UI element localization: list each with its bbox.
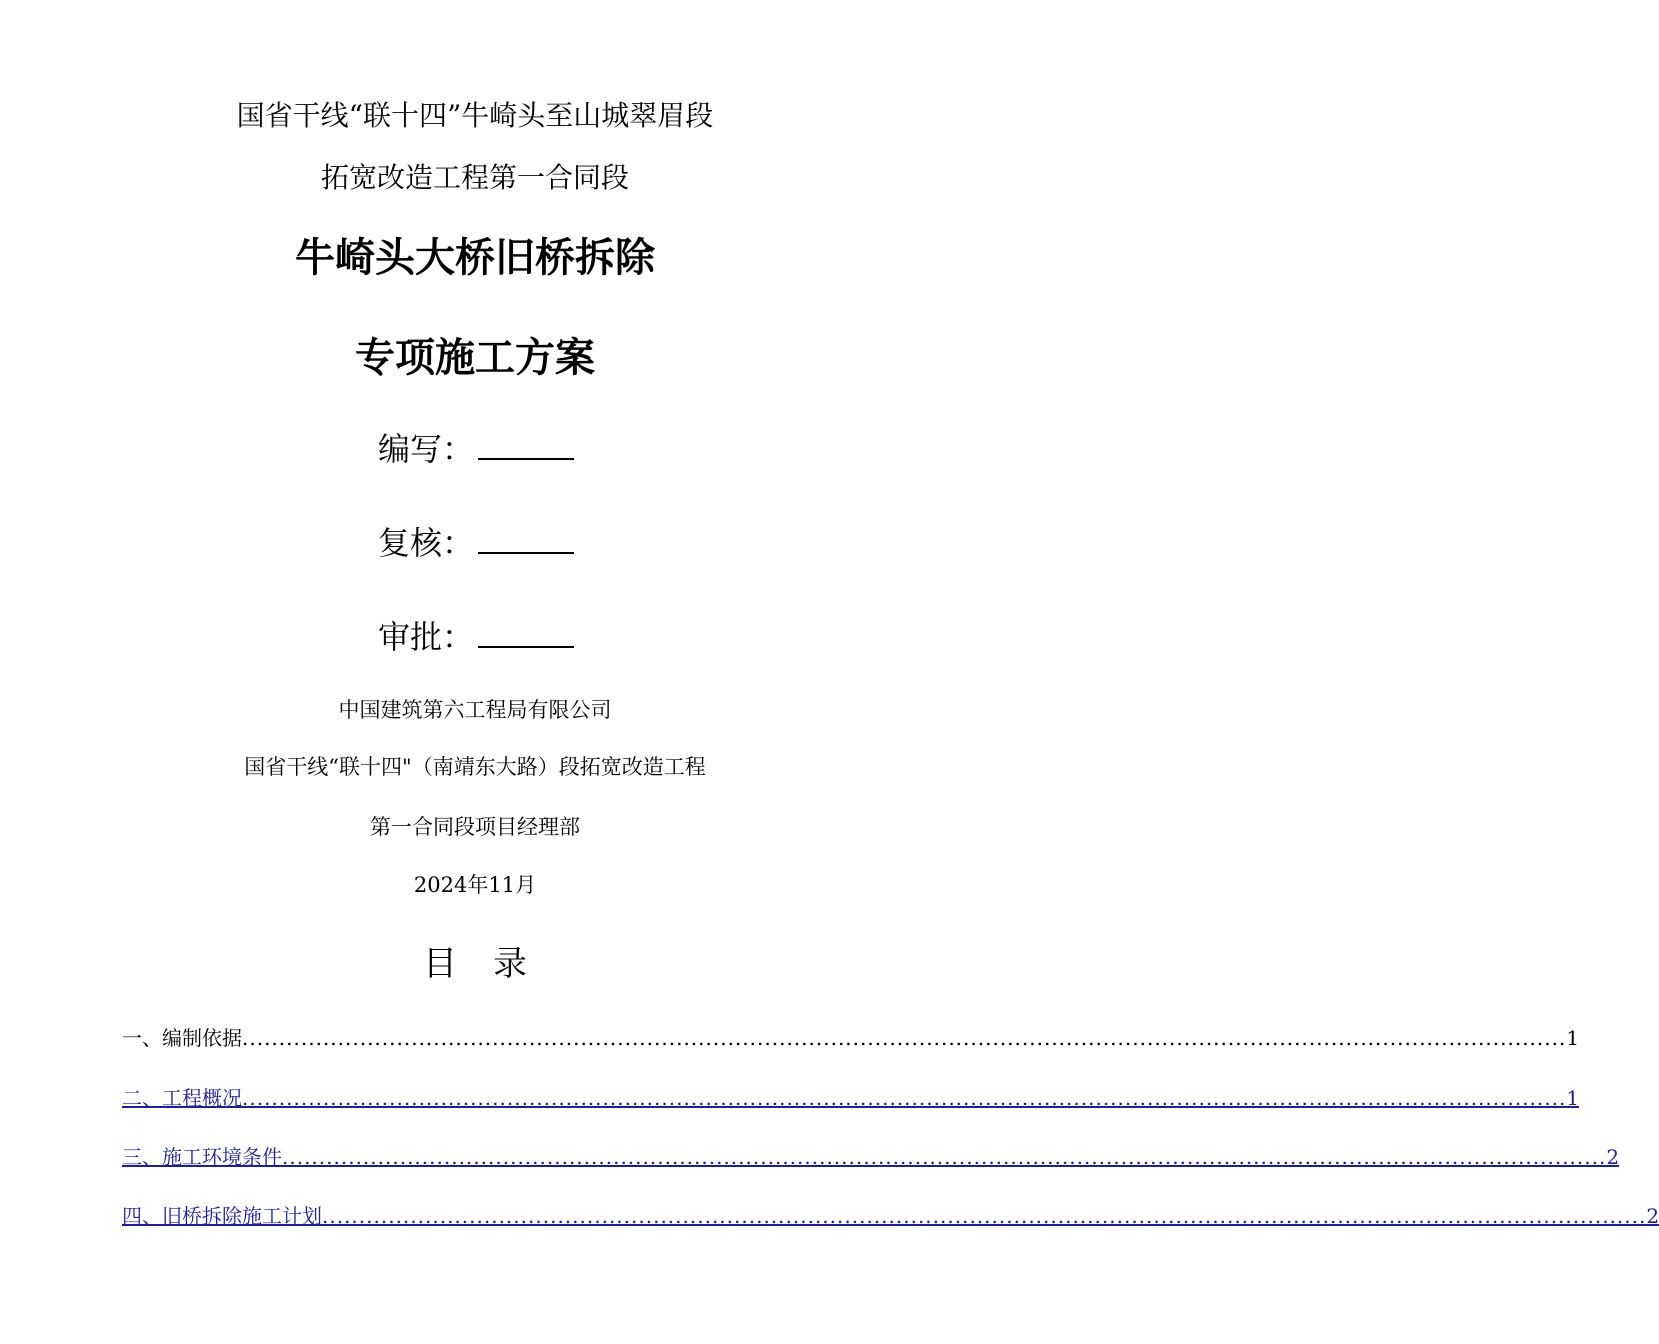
toc-entry-label: 四、旧桥拆除施工计划 [122, 1204, 322, 1228]
toc-heading-char: 目 [423, 944, 457, 984]
toc-entry-label: 一、编制依据 [122, 1026, 242, 1050]
signature-blank-line [478, 616, 574, 648]
toc-entry[interactable] [122, 1022, 1580, 1051]
toc-entry-label: 二、工程概况 [122, 1086, 242, 1110]
toc-entry-link[interactable] [122, 1200, 1659, 1229]
signature-row-author [378, 424, 574, 470]
toc-leader-dots: .................................................................................................................................................................................... [242, 1086, 1567, 1110]
project-subtitle-line2: 拓宽改造工程第一合同段 [320, 161, 629, 194]
toc-entry-page: 2 [1646, 1204, 1659, 1228]
document-title-line1: 牛崎头大桥旧桥拆除 [295, 235, 655, 281]
signature-label: 审批： [378, 618, 475, 656]
issue-date: 2024年11月 [413, 873, 537, 897]
toc-entry-page: 1 [1566, 1086, 1580, 1110]
toc-leader-dots: .................................................................................................................................................................................... [282, 1145, 1607, 1169]
toc-entry-link[interactable] [122, 1082, 1580, 1111]
signature-label: 编写： [378, 430, 475, 468]
issuer-project: 国省干线“联十四"（南靖东大路）段拓宽改造工程 [244, 755, 706, 779]
toc-entry-page: 1 [1566, 1026, 1580, 1050]
toc-entry-label: 三、施工环境条件 [122, 1145, 282, 1169]
document-title-line2: 专项施工方案 [355, 335, 595, 381]
toc-entry-link[interactable] [122, 1141, 1620, 1170]
issuer-company: 中国建筑第六工程局有限公司 [338, 698, 612, 722]
toc-leader-dots: .................................................................................................................................................................................... [242, 1026, 1567, 1050]
signature-row-reviewer [378, 518, 574, 564]
issuer-department: 第一合同段项目经理部 [370, 815, 580, 839]
signature-label: 复核： [378, 524, 475, 562]
signature-row-approver [378, 612, 574, 658]
toc-heading [0, 936, 950, 985]
project-subtitle-line1: 国省干线“联十四”牛崎头至山城翠眉段 [236, 99, 714, 132]
toc-leader-dots: .................................................................................................................................................................................... [322, 1204, 1647, 1228]
toc-heading-char: 录 [493, 944, 527, 984]
signature-blank-line [478, 522, 574, 554]
signature-blank-line [478, 428, 574, 460]
toc-entry-page: 2 [1606, 1145, 1620, 1169]
